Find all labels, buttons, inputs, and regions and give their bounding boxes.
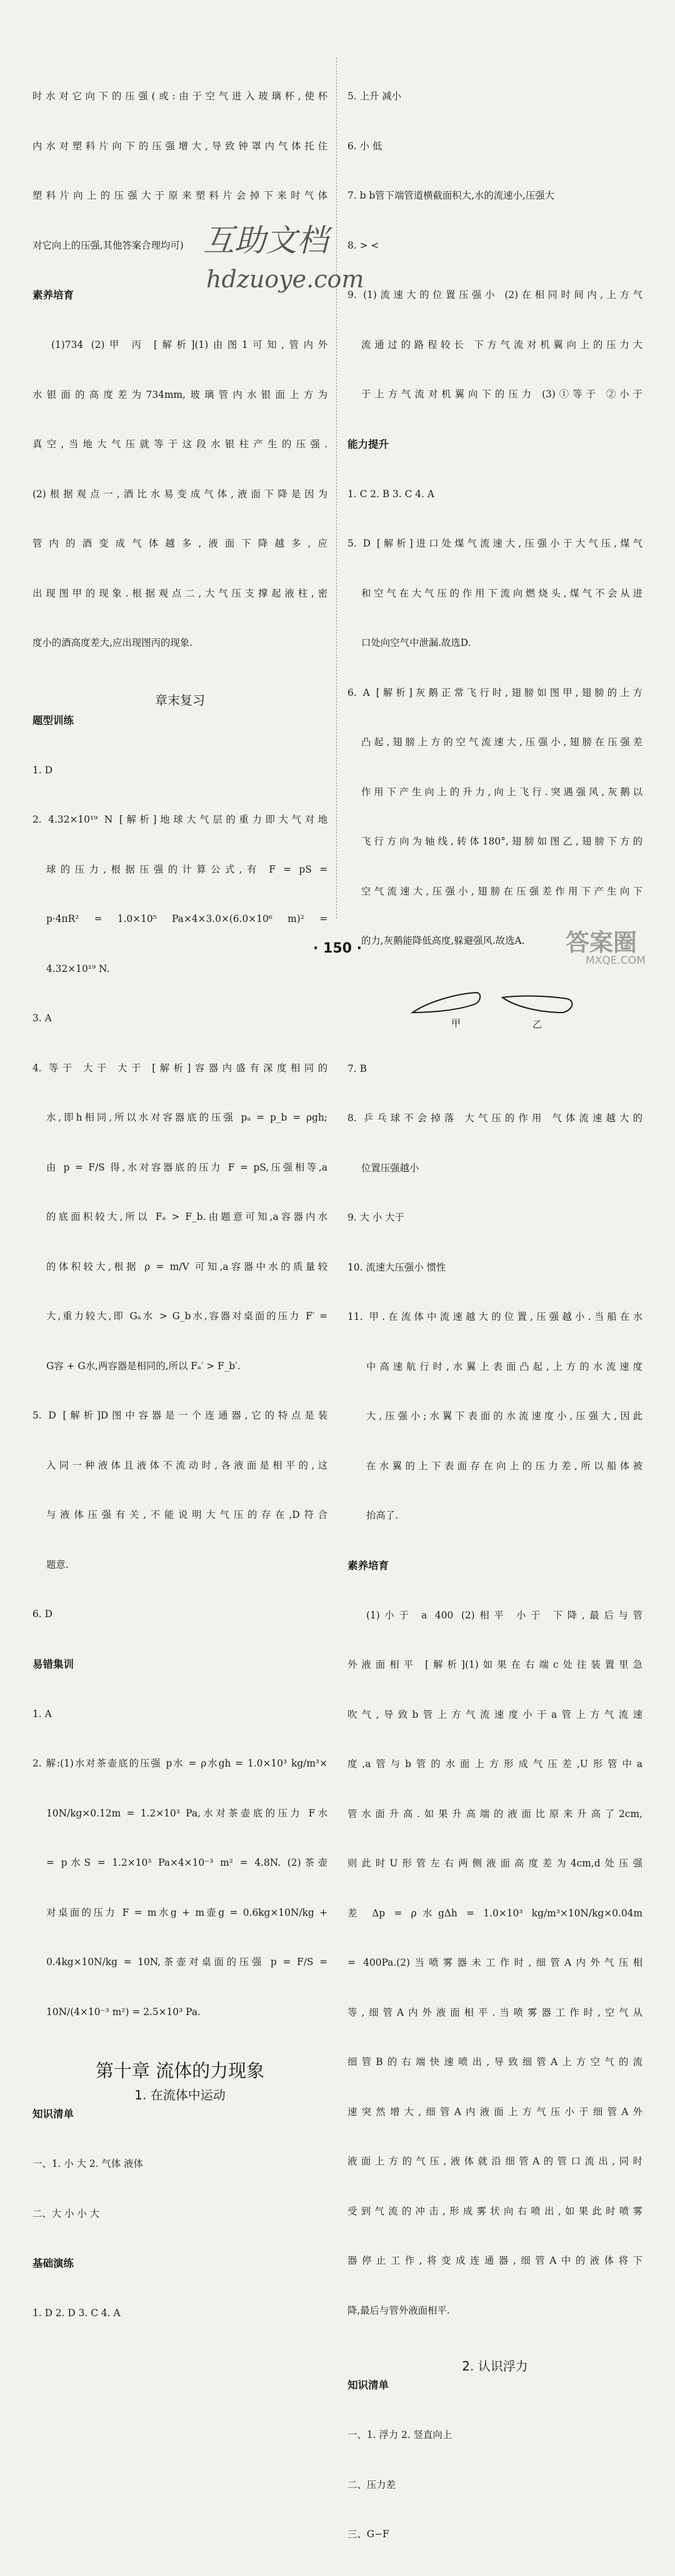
answer-line: 入同一种液体且液体不流动时,各液面是相平的,这 xyxy=(46,1459,328,1471)
answer-line: 3. A xyxy=(32,1013,52,1024)
text-line: 出现图甲的现象.根据观点二,大气压支撑起液柱,密 xyxy=(32,587,328,599)
answer-line: = p水S = 1.2×10³ Pa×4×10⁻³ m² = 4.8N. (2)茶壶 xyxy=(46,1857,328,1868)
nengli-answers-b xyxy=(348,1028,642,1557)
answer-line: 9. (1)流速大的位置压强小 (2)在相同时间内,上方气 xyxy=(348,289,642,300)
text-line: 内水对塑料片向下的压强增大,导致钟罩内气体托住 xyxy=(32,140,328,152)
answer-line: 1. C 2. B 3. C 4. A xyxy=(348,488,434,500)
answer-line: 的力,灰鹅能降低高度,躲避强风.故选A. xyxy=(361,935,525,946)
answer-line: 4.32×10¹⁹ N. xyxy=(46,963,110,974)
text-line: (2)根据观点一,酒比水易变成气体,液面下降是因为 xyxy=(32,488,328,500)
answer-line: 三、G−F xyxy=(348,2529,389,2540)
answer-line: 4. 等于 大于 大于 [解析]容器内盛有深度相同的 xyxy=(32,1062,328,1074)
answer-line: 的体积较大,根据 ρ = m/V 可知,a容器中水的质量较 xyxy=(46,1261,328,1272)
answer-line: 6. A [解析]灰鹅正常飞行时,翅膀如图甲,翅膀的上方 xyxy=(348,686,642,698)
yicuo-answers xyxy=(32,1673,328,2054)
text-line: 细管B的右端快速喷出,导致细管A上方空气的流 xyxy=(348,2056,642,2068)
text-line: 对它向上的压强,其他答案合理均可) xyxy=(32,239,184,251)
jichu-answers xyxy=(32,2272,328,2355)
answer-line: 在水翼的上下表面存在向上的压力差,所以船体被 xyxy=(366,1460,642,1472)
answer-line: 7. B xyxy=(348,1063,367,1074)
answer-line: 5. D [解析]进口处煤气流速大,压强小于大气压,煤气 xyxy=(348,538,642,549)
answer-line: 7. b b管下端管道横截面积大,水的流速小,压强大 xyxy=(348,190,554,201)
answer-line: 题意. xyxy=(46,1558,69,1570)
text-line: 真空,当地大气压就等于这段水银柱产生的压强. xyxy=(32,438,328,450)
text-line: 塑料片向上的压强大于原来塑料片会掉下来时气体 xyxy=(32,190,328,201)
left-column xyxy=(32,55,328,2355)
tixing-answers xyxy=(32,729,328,1656)
answer-line: 二、大 小 小 大 xyxy=(32,2207,100,2219)
section-title: 1. 在流体中运动 xyxy=(134,2088,226,2103)
section-heading-yicuo: 易错集训 xyxy=(32,1658,74,1670)
answer-line: 5. 上升 减小 xyxy=(348,91,402,102)
chapter-review-title: 章末复习 xyxy=(155,692,205,708)
text-line: 受到气流的冲击,形成雾状向右喷出,如果此时喷雾 xyxy=(348,2205,642,2217)
text-line: = 400Pa.(2)当喷雾器未工作时,细管A内外气压相 xyxy=(348,1957,642,1968)
answer-line: p·4πR² = 1.0×10⁵ Pa×4×3.0×(6.0×10⁶ m)² = xyxy=(46,913,328,924)
text-line: 度,a管与b管的水面上方形成气压差,U形管中a xyxy=(348,1758,642,1770)
text-line: (1)734 (2)甲 丙 [解析](1)由图1可知,管内外 xyxy=(51,339,328,350)
suyang-answers xyxy=(32,304,328,685)
text-line: 时水对它向下的压强(或:由于空气进入玻璃杯,使杯 xyxy=(32,91,328,102)
answer-line: 一、1. 浮力 2. 竖直向上 xyxy=(348,2429,452,2440)
answer-line: 位置压强越小 xyxy=(361,1162,419,1174)
answer-line: 空气流速大,压强小,翅膀在压强差作用下产生向下 xyxy=(361,885,642,897)
answer-line: 1. D 2. D 3. C 4. A xyxy=(32,2307,121,2319)
right-top-answers xyxy=(348,55,642,436)
answer-line: 0.4kg×10N/kg = 10N,茶壶对桌面的压强 p = F/S = xyxy=(46,1956,328,1968)
answer-line: G容 + G水,两容器是相同的,所以 Fₐ′ > F_b′. xyxy=(46,1360,241,1372)
nengli-answers-a xyxy=(348,453,642,983)
answer-line: 2. 4.32×10¹⁹ N [解析]地球大气层的重力即大气对地 xyxy=(32,814,328,825)
answer-line: 6. 小 低 xyxy=(348,140,382,152)
answer-line: 8. > < xyxy=(348,239,379,251)
section-heading-zhishi-right: 知识清单 xyxy=(348,2379,389,2391)
text-line: 吹气,导致b管上方气流速度小于a管上方气流速 xyxy=(348,1708,642,1720)
answer-line: 抬高了. xyxy=(366,1510,399,1521)
answer-line: 凸起,翅膀上方的空气流速大,压强小,翅膀在压强差 xyxy=(361,736,642,748)
answer-line: 10. 流速大压强小 惯性 xyxy=(348,1261,446,1273)
watermark-corner-en: MXQE.COM xyxy=(586,954,646,967)
answer-line: 10N/(4×10⁻³ m²) = 2.5×10³ Pa. xyxy=(46,2006,201,2018)
suyang-right-answers xyxy=(348,1574,642,2352)
right-column xyxy=(348,55,642,2576)
answer-line: 1. A xyxy=(32,1708,52,1720)
text-line: 液面上方的气压,液体就沿细管A的管口流出,同时 xyxy=(348,2156,642,2167)
text-line: 降,最后与管外液面相平. xyxy=(348,2304,450,2316)
wing-jia-shape xyxy=(412,993,480,1013)
text-line: 则此时U形管左右两侧液面高度差为4cm,d处压强 xyxy=(348,1858,642,1869)
wing-label-yi: 乙 xyxy=(532,1018,542,1030)
answer-line: 2. 解:(1)水对茶壶底的压强 p水 = ρ水gh = 1.0×10³ kg/m³× xyxy=(32,1758,328,1769)
text-line: 度小的酒高度差大,应出现图丙的现象. xyxy=(32,637,193,648)
answer-line: 中高速航行时,水翼上表面凸起,上方的水流速度 xyxy=(366,1360,642,1372)
answer-line: 水,即h相同,所以水对容器底的压强 pₐ = p_b = ρgh; xyxy=(46,1112,328,1123)
watermark-corner xyxy=(566,923,672,973)
section-heading-suyang: 素养培育 xyxy=(32,289,74,301)
text-line: 等,细管A内外液面相平.当喷雾器工作时,空气从 xyxy=(348,2006,642,2018)
text-line: 外液面相平 [解析](1)如果在右端c处往装置里急 xyxy=(348,1659,642,1670)
text-line: 速突然增大,细管A内液面上方气压小于细管A外 xyxy=(348,2106,642,2118)
answer-line: 流通过的路程较长 下方气流对机翼向上的压力大 xyxy=(361,339,642,350)
answer-line: 球的压力,根据压强的计算公式,有 F = pS = xyxy=(46,863,328,875)
answer-line: 1. D xyxy=(32,764,52,776)
answer-line: 飞行方向为轴线,转体180°,翅膀如图乙,翅膀下方的 xyxy=(361,836,642,847)
text-line: (1)小于 a 400 (2)相平 小于 下降,最后与管 xyxy=(366,1609,642,1621)
text-line: 器停止工作,将变成连通器,细管A中的液体将下 xyxy=(348,2255,642,2266)
answer-line: 由 p = F/S 得,水对容器底的压力 F = pS,压强相等,a xyxy=(46,1161,328,1173)
text-line: 管内的酒变成气体越多,液面下降越多,应 xyxy=(32,538,328,549)
section-title-2: 2. 认识浮力 xyxy=(462,2359,528,2374)
section-heading-nengli: 能力提升 xyxy=(348,438,389,450)
wing-yi-shape xyxy=(502,996,572,1012)
watermark-center-cn: 互助文档 xyxy=(203,222,328,259)
answer-line: 8. 乒乓球不会掉落 大气压的作用 气体流速越大的 xyxy=(348,1112,642,1124)
section-heading-zhishi: 知识清单 xyxy=(32,2108,74,2120)
section-heading-suyang-right: 素养培育 xyxy=(348,1559,389,1572)
zhishi-right-answers xyxy=(348,2394,642,2576)
wing-shapes xyxy=(348,985,642,1026)
answer-line: 二、压力差 xyxy=(348,2479,396,2490)
answer-line: 口处向空气中泄漏.故选D. xyxy=(361,637,471,648)
section-heading-tixing: 题型训练 xyxy=(32,714,74,726)
zhishi-answers xyxy=(32,2123,328,2255)
answer-line: 9. 大 小 大于 xyxy=(348,1212,404,1223)
wing-label-jia: 甲 xyxy=(451,1017,461,1029)
answer-line: 11. 甲.在流体中流速越大的位置,压强越小.当船在水 xyxy=(348,1311,642,1322)
answer-line: 于上方气流对机翼向下的压力 (3)①等于 ②小于 xyxy=(361,389,642,400)
answer-line: 与液体压强有关,不能说明大气压的存在,D符合 xyxy=(46,1509,328,1520)
text-line: 水银面的高度差为734mm,玻璃管内水银面上方为 xyxy=(32,389,328,400)
column-divider xyxy=(336,57,338,918)
wing-diagram xyxy=(348,985,642,1030)
left-intro xyxy=(32,55,328,287)
section-heading-jichu: 基础演练 xyxy=(32,2257,74,2269)
answer-line: 大,重力较大,即 Gₐ水 > G_b水,容器对桌面的压力 F′ = xyxy=(46,1310,328,1322)
answer-line: 6. D xyxy=(32,1608,52,1620)
chapter-title: 第十章 流体的力现象 xyxy=(95,2060,265,2081)
answer-line: 和空气在大气压的作用下流向燃烧头,煤气不会从进 xyxy=(361,587,642,599)
page-number: · 150 · xyxy=(313,941,362,956)
answer-line: 作用下产生向上的升力,向上飞行.突遇强风,灰鹅以 xyxy=(361,786,642,798)
watermark-corner-cn: 答案圈 xyxy=(566,929,638,956)
text-line: 管水面升高.如果升高端的液面比原来升高了2cm, xyxy=(348,1808,642,1820)
answer-line: 一、1. 小 大 2. 气体 液体 xyxy=(32,2158,143,2169)
answer-line: 对桌面的压力 F = m水g + m壶g = 0.6kg×10N/kg + xyxy=(46,1906,328,1918)
text-line: 差 Δp = ρ水gΔh = 1.0×10³ kg/m³×10N/kg×0.04m xyxy=(348,1907,642,1919)
answer-line: 5. D [解析]D图中容器是一个连通器,它的特点是装 xyxy=(32,1410,328,1421)
answer-line: 的底面积较大,所以 Fₐ > F_b.由题意可知,a容器内水 xyxy=(46,1211,328,1222)
answer-line: 大,压强小;水翼下表面的水流速度小,压强大,因此 xyxy=(366,1410,642,1422)
answer-line: 10N/kg×0.12m = 1.2×10³ Pa,水对茶壶底的压力 F水 xyxy=(46,1807,328,1819)
watermark-center-en: hdzuoye.com xyxy=(206,265,364,293)
